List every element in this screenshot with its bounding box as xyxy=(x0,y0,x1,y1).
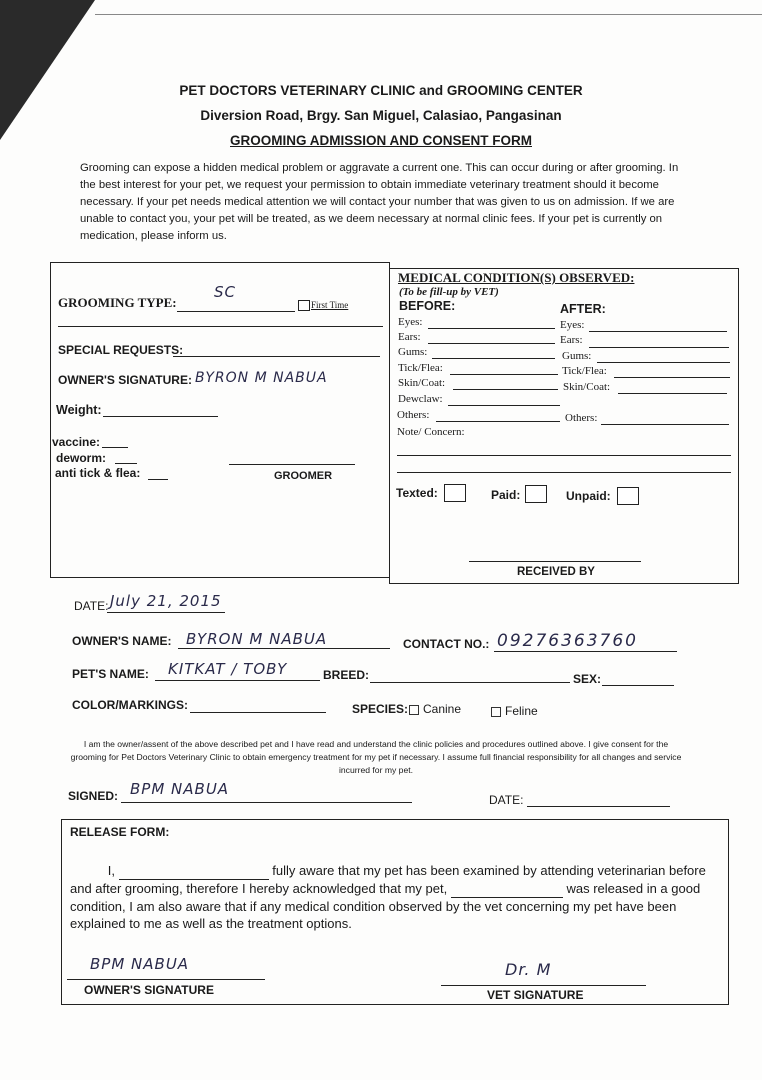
signed-label: SIGNED: xyxy=(68,789,119,803)
first-time-checkbox[interactable] xyxy=(298,300,310,311)
before-others: Others: xyxy=(397,409,430,421)
first-time-label: First Time xyxy=(311,300,349,310)
before-dewclaw-line[interactable] xyxy=(448,405,560,406)
medical-subtitle: (To be fill-up by VET) xyxy=(399,286,499,298)
after-ears-line[interactable] xyxy=(589,347,729,348)
release-owner-signature-value[interactable]: BPM NABUA xyxy=(90,955,190,973)
after-skin-line[interactable] xyxy=(618,393,727,394)
breed-line[interactable] xyxy=(370,682,570,683)
release-text-3: was released in a good condition, I am also aware that if any medical condition observed by the vet concerning my pet have been explained to me as well as the treatment options. xyxy=(70,881,701,931)
release-text-1: I, xyxy=(107,863,115,878)
special-requests-line[interactable] xyxy=(173,356,380,357)
species-label: SPECIES: xyxy=(352,702,409,716)
note-concern-label: Note/ Concern: xyxy=(397,426,465,438)
before-gums-line[interactable] xyxy=(432,358,555,359)
anti-tick-line[interactable] xyxy=(148,479,168,480)
intro-paragraph: Grooming can expose a hidden medical problem or aggravate a current one. This can occur during or after grooming. In the best interest for your pet, we request your permission to obtain immediate veterinary treatment should it become necessary. If your pet needs medical attention we will contact your number that was given to us on admission. If we are unable to contact you, your pet will be treated, as we deem necessary at normal clinic fees. If your pet is currently on medication, please inform us. xyxy=(80,162,679,242)
grooming-type-line xyxy=(177,311,295,312)
after-eyes: Eyes: xyxy=(560,319,585,331)
before-skin: Skin/Coat: xyxy=(398,377,446,389)
anti-tick-label: anti tick & flea: xyxy=(55,466,141,480)
grooming-type-value[interactable]: SC xyxy=(214,283,236,301)
deworm-label: deworm: xyxy=(56,451,107,465)
after-eyes-line[interactable] xyxy=(589,331,727,332)
release-text-2: fully aware that my pet has been examined by attending veterinarian before and after grooming, therefore I hereby acknowledged that my pet, xyxy=(70,863,706,896)
release-owner-signature-line xyxy=(67,979,265,980)
release-owner-blank[interactable] xyxy=(119,862,269,880)
signed-line xyxy=(121,802,412,803)
top-edge-line xyxy=(95,14,762,15)
after-gums: Gums: xyxy=(562,350,592,362)
owner-signature-label: OWNER'S SIGNATURE: xyxy=(58,373,192,387)
clinic-name: PET DOCTORS VETERINARY CLINIC and GROOMING CENTER xyxy=(179,83,583,98)
date2-label: DATE: xyxy=(489,793,524,807)
before-others-line[interactable] xyxy=(436,421,560,422)
deworm-line[interactable] xyxy=(115,463,137,464)
pet-name-value[interactable]: KITKAT / TOBY xyxy=(168,660,288,678)
vet-signature-value[interactable]: Dr. M xyxy=(505,960,552,979)
species-canine-label: Canine xyxy=(423,702,462,716)
after-tick-line[interactable] xyxy=(614,377,730,378)
weight-label: Weight: xyxy=(56,403,102,417)
consent-statement: I am the owner/assent of the above described pet and I have read and understand the clinic policies and procedures outlined above. I give consent for the grooming for Pet Doctors Veterinary Clinic to obtain emergency treatment for my pet if necessary. I assume full financial responsibility for all changes and service incurred for my pet. xyxy=(70,739,682,775)
grooming-extra-line xyxy=(58,326,383,327)
groomer-label: GROOMER xyxy=(274,470,333,482)
before-dewclaw: Dewclaw: xyxy=(398,393,443,405)
before-eyes: Eyes: xyxy=(398,316,423,328)
owner-name-line xyxy=(178,648,390,649)
paid-checkbox[interactable] xyxy=(525,485,547,503)
sex-line[interactable] xyxy=(602,685,674,686)
owner-name-label: OWNER'S NAME: xyxy=(72,634,172,648)
color-markings-label: COLOR/MARKINGS: xyxy=(72,698,188,712)
before-ears: Ears: xyxy=(398,331,421,343)
before-tick-line[interactable] xyxy=(450,374,558,375)
medical-title: MEDICAL CONDITION(S) OBSERVED: xyxy=(398,270,635,285)
species-feline-option[interactable] xyxy=(491,704,538,718)
weight-line[interactable] xyxy=(103,416,218,417)
before-gums: Gums: xyxy=(398,346,428,358)
date2-line[interactable] xyxy=(527,806,670,807)
clinic-address: Diversion Road, Brgy. San Miguel, Calasiao, Pangasinan xyxy=(200,108,562,123)
signed-value[interactable]: BPM NABUA xyxy=(130,780,230,798)
sex-label: SEX: xyxy=(573,672,602,686)
pet-name-label: PET'S NAME: xyxy=(72,667,149,681)
release-title: RELEASE FORM: xyxy=(70,825,170,839)
vaccine-label: vaccine: xyxy=(52,435,101,449)
canine-checkbox[interactable] xyxy=(409,705,419,715)
owner-name-value[interactable]: BYRON M NABUA xyxy=(186,630,328,648)
grooming-type-label: GROOMING TYPE: xyxy=(58,295,177,310)
before-skin-line[interactable] xyxy=(453,389,558,390)
before-ears-line[interactable] xyxy=(428,343,555,344)
release-owner-signature-label: OWNER'S SIGNATURE xyxy=(84,983,214,997)
after-gums-line[interactable] xyxy=(597,362,730,363)
breed-label: BREED: xyxy=(323,668,370,682)
texted-checkbox[interactable] xyxy=(444,484,466,502)
release-pet-blank[interactable] xyxy=(451,880,563,898)
pet-name-line xyxy=(155,680,320,681)
date-line xyxy=(107,612,225,613)
before-eyes-line[interactable] xyxy=(428,328,555,329)
after-label: AFTER: xyxy=(560,302,606,316)
paid-label: Paid: xyxy=(491,488,521,502)
after-skin: Skin/Coat: xyxy=(563,381,611,393)
before-tick: Tick/Flea: xyxy=(398,362,443,374)
feline-checkbox[interactable] xyxy=(491,707,501,717)
before-label: BEFORE: xyxy=(399,299,456,313)
unpaid-label: Unpaid: xyxy=(566,489,611,503)
date-value[interactable]: July 21, 2015 xyxy=(110,592,222,610)
after-others-line[interactable] xyxy=(601,424,729,425)
contact-label: CONTACT NO.: xyxy=(403,637,490,651)
groomer-line[interactable] xyxy=(229,464,355,465)
note-line-2[interactable] xyxy=(397,472,731,473)
after-others: Others: xyxy=(565,412,598,424)
after-tick: Tick/Flea: xyxy=(562,365,607,377)
contact-line xyxy=(494,651,677,652)
vet-signature-label: VET SIGNATURE xyxy=(487,988,584,1002)
vaccine-line[interactable] xyxy=(102,447,128,448)
texted-label: Texted: xyxy=(396,486,438,500)
owner-signature-value[interactable]: BYRON M NABUA xyxy=(195,370,328,386)
after-ears: Ears: xyxy=(560,334,583,346)
date-label: DATE: xyxy=(74,599,109,613)
special-requests-label: SPECIAL REQUESTS: xyxy=(58,343,184,357)
contact-value[interactable]: 09276363760 xyxy=(497,631,638,651)
color-markings-line[interactable] xyxy=(190,712,326,713)
form-title: GROOMING ADMISSION AND CONSENT FORM xyxy=(230,133,532,148)
received-by-label: RECEIVED BY xyxy=(517,566,595,578)
received-by-line[interactable] xyxy=(469,561,641,562)
vet-signature-line xyxy=(441,985,646,986)
species-feline-label: Feline xyxy=(505,704,538,718)
unpaid-checkbox[interactable] xyxy=(617,487,639,505)
note-line-1[interactable] xyxy=(397,455,731,456)
release-statement xyxy=(70,862,722,932)
species-canine-option[interactable] xyxy=(409,702,461,716)
